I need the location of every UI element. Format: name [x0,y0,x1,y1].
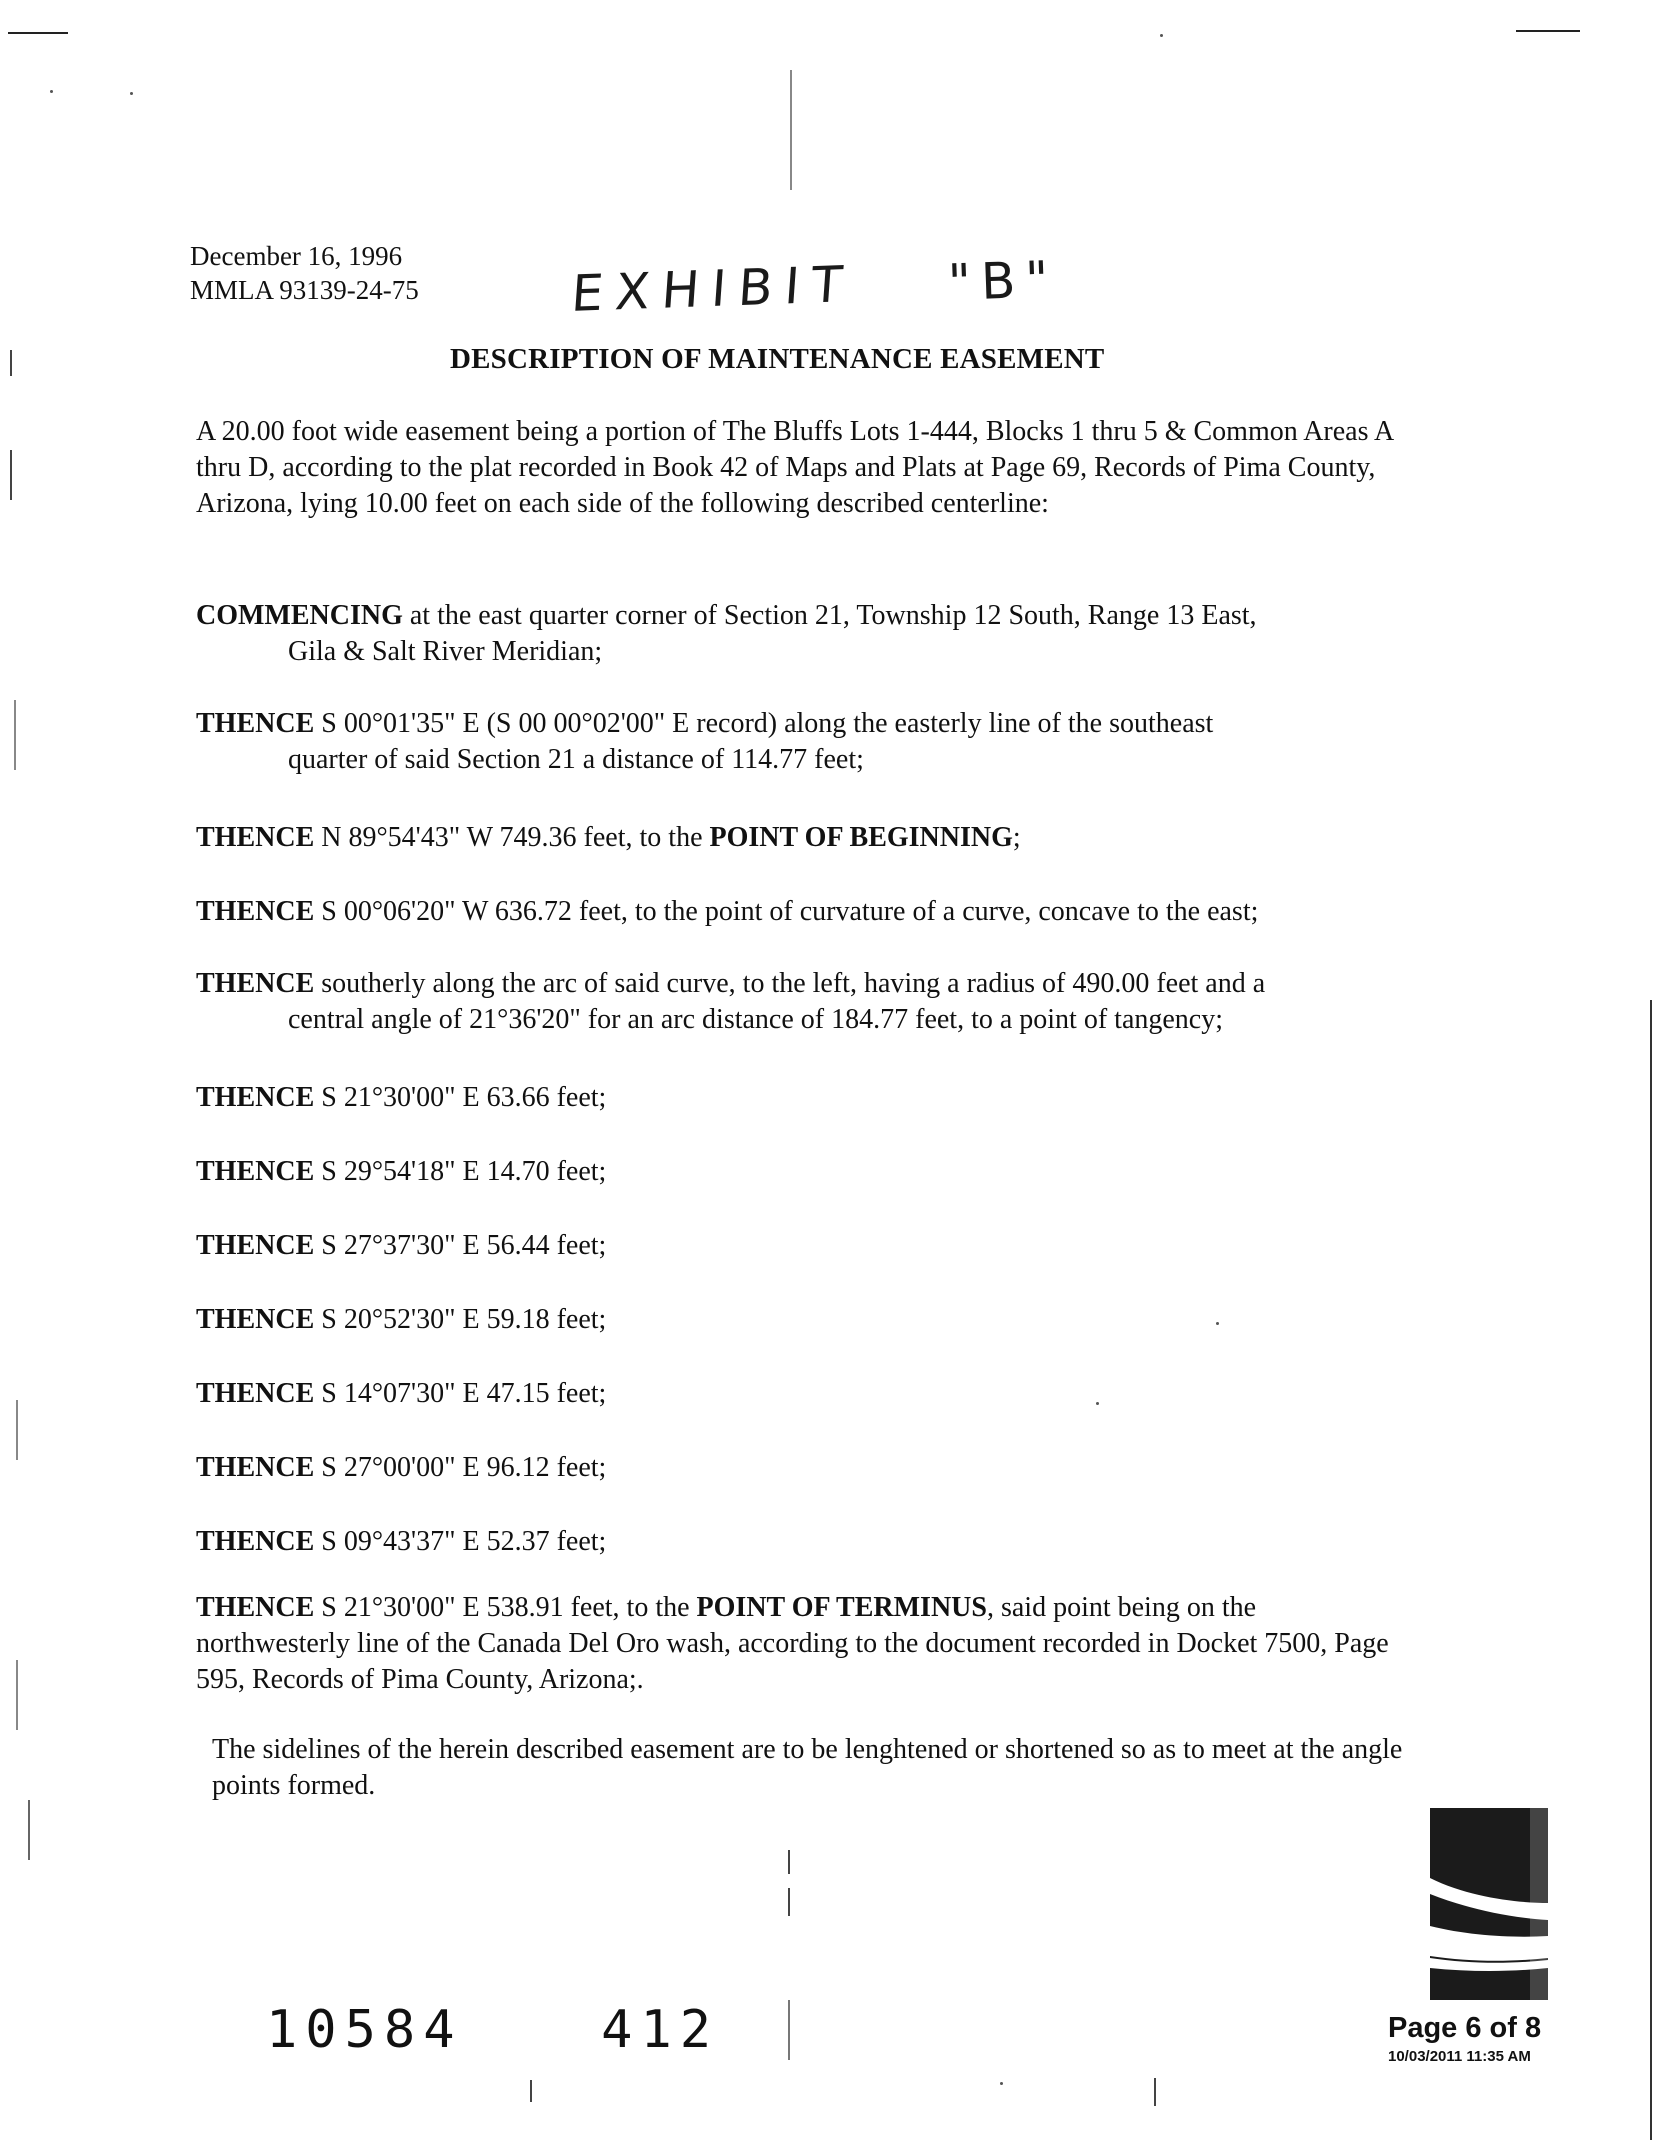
course-text: S 27°00'00" E 96.12 feet; [314,1452,607,1483]
course-text: S 29°54'18" E 14.70 feet; [314,1156,607,1187]
course-3 [196,894,1426,930]
commencing-text: at the east quarter corner of Section 21, Township 12 South, Range 13 East, [402,600,1257,631]
course-4 [196,966,1426,1038]
course-12 [196,1590,1396,1698]
course-text-cont: central angle of 21°36'20" for an arc distance of 184.77 feet, to a point of tangency; [288,1004,1224,1035]
course-text: S 00°06'20" W 636.72 feet, to the point of curvature of a curve, concave to the east; [314,896,1259,927]
course-9 [196,1376,1426,1412]
page-stamp-number: 412 [601,2000,720,2060]
scan-mark-left-2 [10,450,12,500]
page-indicator: Page 6 of 8 [1388,2012,1542,2044]
exhibit-letter: "B" [947,250,1060,312]
course-lead: THENCE [196,1304,315,1335]
scan-dot [130,92,133,95]
course-5 [196,1080,1426,1116]
recorder-logo [1430,1808,1548,2000]
scan-mark-left-3 [14,700,16,770]
scan-mark-left-6 [28,1800,30,1860]
closing-paragraph: The sidelines of the herein described easement are to be lenghtened or shortened so as to meet at the angle points formed. [212,1734,1403,1801]
course-lead: THENCE [196,1230,315,1261]
course-lead: THENCE [196,1156,315,1187]
scan-rule-top-left [8,32,68,34]
course-text-cont: quarter of said Section 21 a distance of 114.77 feet; [288,744,864,775]
course-text-end: ; [1012,822,1021,853]
scan-mark-top-center [790,70,792,190]
reference-number: MMLA 93139-24-75 [190,275,419,305]
scan-mark-bottom-center-3 [788,2000,790,2060]
course-11 [196,1524,1426,1560]
course-text: S 21°30'00" E 538.91 feet, to the [314,1592,697,1623]
course-text: N 89°54'43" W 749.36 feet, to the [314,822,710,853]
recording-timestamp: 10/03/2011 11:35 AM [1388,2048,1531,2065]
course-8 [196,1302,1426,1338]
commencing-paragraph [196,598,1426,670]
docket-number: 10584 [266,2000,463,2060]
scan-mark-left-5 [16,1660,18,1730]
scan-dot [50,90,53,93]
course-lead: THENCE [196,1592,315,1623]
course-1 [196,706,1426,778]
course-text: S 20°52'30" E 59.18 feet; [314,1304,607,1335]
point-of-terminus: POINT OF TERMINUS [696,1592,987,1623]
course-lead: THENCE [196,822,315,853]
scan-mark-bottom-left [530,2080,532,2102]
scan-mark-left-1 [10,350,12,376]
point-of-beginning: POINT OF BEGINNING [709,822,1013,853]
document-date: December 16, 1996 [190,241,403,271]
course-text: S 00°01'35" E (S 00 00°02'00" E record) along the easterly line of the southeast [314,708,1214,739]
course-text: S 21°30'00" E 63.66 feet; [314,1082,607,1113]
intro-paragraph: A 20.00 foot wide easement being a portion of The Bluffs Lots 1-444, Blocks 1 thru 5 & Common Areas A thru D, according to the plat recorded in Book 42 of Maps and Plats at Page 69, Records of Pima County, Arizona, lying 10.00 feet on each side of the following described centerline: [196,416,1393,519]
scan-mark-bottom-center-1 [788,1850,790,1874]
scan-dot [1160,34,1163,37]
course-lead: THENCE [196,708,315,739]
course-7 [196,1228,1426,1264]
course-text-end: , said point being on the northwesterly line of the Canada Del Oro wash, according to the document recorded in Docket 7500, Page 595, Records of Pima County, Arizona;. [196,1592,1389,1695]
scan-rule-top-right [1516,30,1580,32]
course-6 [196,1154,1426,1190]
course-lead: THENCE [196,1526,315,1557]
scan-mark-left-4 [16,1400,18,1460]
docket-stamp [266,2000,719,2060]
scan-mark-bottom-center-2 [788,1888,790,1916]
course-lead: THENCE [196,1378,315,1409]
course-text: S 27°37'30" E 56.44 feet; [314,1230,607,1261]
document-title: DESCRIPTION OF MAINTENANCE EASEMENT [450,343,1105,375]
scan-mark-bottom-right [1154,2078,1156,2106]
course-lead: THENCE [196,1452,315,1483]
course-lead: THENCE [196,896,315,927]
exhibit-label: EXHIBIT [569,255,857,323]
scan-mark-right-edge [1650,1000,1652,2140]
course-text: S 14°07'30" E 47.15 feet; [314,1378,607,1409]
course-lead: THENCE [196,1082,315,1113]
course-text: southerly along the arc of said curve, to the left, having a radius of 490.00 feet and a [314,968,1266,999]
course-text: S 09°43'37" E 52.37 feet; [314,1526,607,1557]
commencing-lead: COMMENCING [196,600,403,631]
commencing-text-cont: Gila & Salt River Meridian; [288,636,603,667]
course-10 [196,1450,1426,1486]
course-2 [196,820,1426,856]
course-lead: THENCE [196,968,315,999]
scan-dot [1000,2082,1003,2085]
